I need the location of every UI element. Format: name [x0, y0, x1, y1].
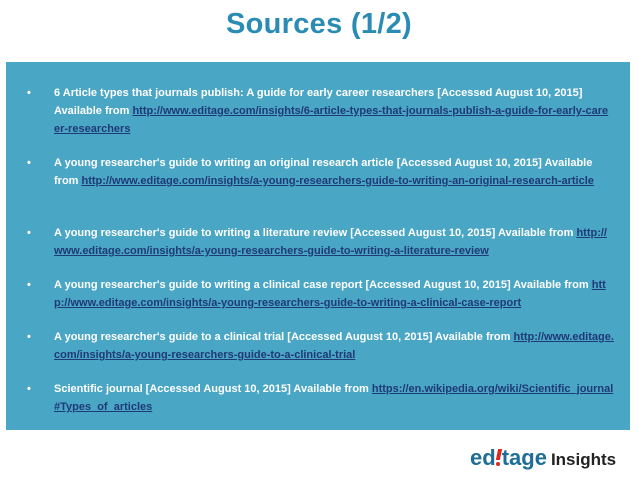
- source-description: A young researcher's guide to writing an original research article [Accessed August 10, 2015] Available from: [54, 157, 593, 187]
- logo-brand-start: ed: [470, 445, 496, 470]
- bullet: •: [27, 279, 31, 291]
- bullet: •: [27, 383, 31, 395]
- source-link[interactable]: http://www.editage.com/insights/6-article-types-that-journals-publish-a-guide-for-early-career-researchers: [54, 105, 609, 135]
- source-description: A young researcher's guide to a clinical trial [Accessed August 10, 2015] Available from: [54, 331, 514, 343]
- source-description: 6 Article types that journals publish: A guide for early career researchers [Accessed August 10, 2015] Available from: [54, 87, 583, 117]
- logo-insights-label: Insights: [550, 450, 617, 469]
- source-link[interactable]: http://www.editage.com/insights/a-young-researchers-guide-to-writing-a-literature-review: [54, 227, 607, 257]
- source-link[interactable]: http://www.editage.com/insights/a-young-researchers-guide-to-writing-an-original-research-article: [81, 175, 594, 187]
- bullet: •: [27, 87, 31, 99]
- source-description: Scientific journal [Accessed August 10, 2015] Available from: [54, 383, 372, 395]
- source-link[interactable]: http://www.editage.com/insights/a-young-researchers-guide-to-writing-a-clinical-case-report: [54, 279, 606, 309]
- source-link[interactable]: http://www.editage.com/insights/a-young-researchers-guide-to-a-clinical-trial: [54, 331, 614, 361]
- source-text: [54, 380, 614, 416]
- editage-insights-logo: [470, 445, 616, 471]
- source-link[interactable]: https://en.wikipedia.org/wiki/Scientific_journal#Types_of_articles: [54, 383, 614, 413]
- source-text: [54, 224, 614, 260]
- source-description: A young researcher's guide to writing a clinical case report [Accessed August 10, 2015] Available from: [54, 279, 592, 291]
- source-text: [54, 328, 614, 364]
- sources-panel: [6, 62, 630, 430]
- source-description: A young researcher's guide to writing a literature review [Accessed August 10, 2015] Available from: [54, 227, 577, 239]
- bullet: •: [27, 227, 31, 239]
- bullet: •: [27, 157, 31, 169]
- slide-title: Sources (1/2): [225, 8, 413, 40]
- bullet: •: [27, 331, 31, 343]
- source-text: [54, 276, 614, 312]
- logo-exclamation-icon: [496, 449, 502, 465]
- logo-brand-end: tage: [501, 445, 547, 470]
- source-text: [54, 84, 614, 138]
- source-text: [54, 154, 614, 190]
